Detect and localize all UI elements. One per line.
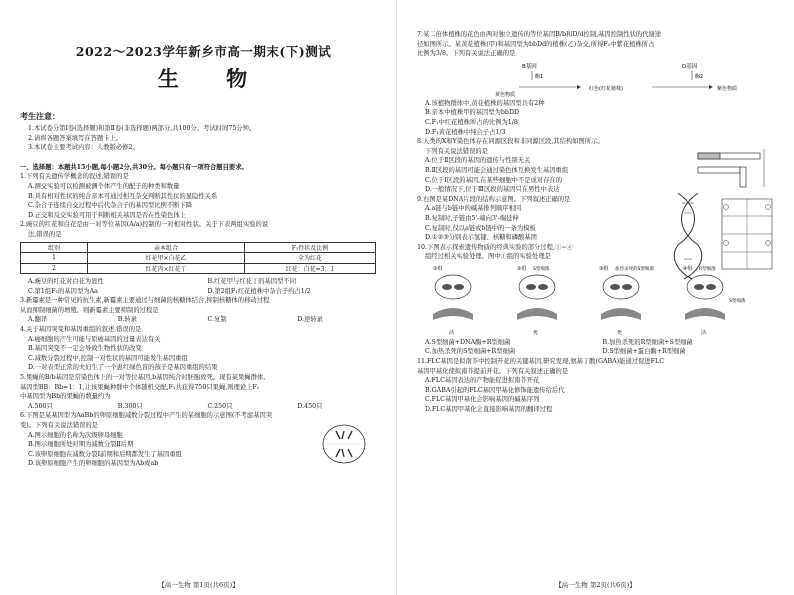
question-stem: 从而抑制细菌的增殖。则新霉素主要抑制的过程是 (20, 306, 159, 314)
options-row (20, 277, 387, 287)
bacteria-label: R型细菌 (699, 266, 716, 272)
option: A.a链与b链中的碱基排列顺序相同 (425, 205, 522, 213)
option: A.该植物群体中,黄花植株的基因型共有2种 (425, 99, 545, 107)
table-header-row (21, 242, 376, 253)
option: C.杂合子连续自交过程中后代杂合子的基因型比例不断下降 (28, 202, 193, 210)
question-7 (417, 30, 780, 137)
option: B.GABA引起的FLC基因甲基化修饰能遗传给后代 (425, 386, 565, 394)
option: C.加热杀死的S型细菌+R型细菌 (425, 348, 516, 356)
option: C.第1组F₁的基因型为Aa (28, 287, 98, 295)
genetics-table (20, 242, 376, 275)
option: C.FLC基因甲基化会影响基因的碱基序列 (425, 396, 540, 404)
option: B.Ⅱ区段的基因可能会通过染色体互换发生基因重组 (425, 166, 569, 174)
option: D.第2组F₁红花植株中杂合子约占1/2 (207, 287, 311, 295)
question-stem: 下列有关说法错误的是 (425, 147, 488, 155)
option: D.该卵原细胞产生的卵细胞的基因型为Ab或ab (28, 460, 159, 468)
option: D.FLC基因甲基化会直接影响基因的翻译过程 (425, 406, 553, 414)
option: C.复制 (207, 316, 227, 324)
option: A.S型细菌+DNA酶+R型细菌 (425, 338, 511, 346)
table-cell: 红花：白花=3：1 (245, 263, 376, 274)
options-row (20, 287, 387, 297)
gene-d-label: D基因 (682, 63, 698, 70)
option: B.具有相对性状的纯合亲本可通过相互杂交判断其性状的显隐性关系 (28, 192, 218, 200)
table-cell: 2 (21, 263, 88, 274)
pathway-yellow: 黄色物质 (495, 91, 516, 98)
option: D.正交和反交实验可用于判断相关基因是否在性染色体上 (28, 211, 186, 219)
table-cell: 全为红花 (245, 253, 376, 264)
outcome-label: 活 (449, 329, 455, 336)
question-stem: 3.新霉素是一种常见的抗生素,新霉素主要通过与细菌的核糖体结合,抑制核糖体的移动过程 (20, 297, 270, 305)
question-3 (20, 296, 387, 325)
options-row (417, 338, 780, 348)
option: C.减数分裂过程中,控制一对性状的基因可能发生基因重组 (28, 354, 188, 362)
table-cell: 红花丙×红花丁 (88, 263, 245, 274)
exam-title: 2022～2023学年新乡市高一期末(下)测试 (75, 44, 332, 59)
option: D.逆转录 (297, 316, 323, 324)
page-footer: 【高一生物 第1页(共6页)】 (158, 581, 239, 589)
option: A.癌细胞的产生可能与原癌基因的过量表达有关 (28, 335, 161, 343)
option: C.F₁中红花植株所占的比例为1/8 (425, 118, 518, 126)
option: A.翻译 (28, 316, 48, 324)
outcome-label: 死 (533, 329, 539, 336)
section-heading: 一、选择题：本题共15小题,每小题2分,共30分。每小题只有一项符合题目要求。 (20, 163, 248, 171)
question-stem: 2.豌豆的红花和白花是由一对等位基因(A/a)控制的一对相对性状。关于下表两组实验的说 (20, 221, 269, 229)
option: C.该卵原细胞在减数分裂Ⅰ前期和后期都发生了基因重组 (28, 450, 182, 458)
option: B.红花甲与红花丁的基因型不同 (207, 278, 296, 286)
option: D.一对表型正常的夫妇生了一个患红绿色盲的孩子是基因重组的结果 (28, 364, 218, 372)
group-label: ②组 (517, 265, 527, 272)
bacteria-label: S型细菌 (729, 298, 746, 304)
option: B.基因突变不一定会导致生物性状的改变 (28, 345, 142, 353)
question-stem: 组经过相关实验处理。图中①组的实验处理是 (425, 253, 551, 261)
outcome-label: 死 (617, 329, 623, 336)
question-4 (20, 325, 387, 373)
option: D.450只 (297, 402, 323, 410)
table-row (21, 263, 376, 274)
notice-title: 考生注意： (20, 111, 60, 121)
option: B.转录 (117, 316, 137, 324)
option: C.位于Ⅰ区段的基因,在某些细胞中不是成对存在的 (425, 176, 563, 184)
table-cell: 1 (21, 253, 88, 264)
experiment-group-2 (517, 265, 557, 336)
option: A.测交实验可以检测被测个体产生的配子的种类和数量 (28, 182, 180, 190)
option: A.图示细胞的名称为次级卵母细胞 (28, 431, 123, 439)
option: B.亲本中植株甲的基因型为bbDD (425, 109, 520, 117)
question-stem: 变)。下列有关说法错误的是 (20, 421, 99, 429)
notice-block (20, 111, 387, 153)
bacteria-label: 加热杀死的S型细菌 (615, 266, 654, 272)
group-label: ③组 (599, 265, 609, 272)
dna-structure-figure (670, 189, 780, 281)
option: D.S型细菌+蛋白酶+R型细菌 (602, 348, 686, 356)
enzyme-1-label: 酶1 (535, 73, 544, 80)
question-stem: 径如图所示。某黄花植株(甲)和基因型为bbDd的植株(乙)杂交,所得F₁中紫花植株所占 (417, 40, 655, 48)
question-stem: 法,错误的是 (28, 230, 62, 238)
question-stem: 8.人类的X和Y染色体存在同源区段和非同源区段,其结构如图所示。 (417, 138, 604, 146)
question-stem: 4.关于基因突变和基因重组的叙述,错误的是 (20, 326, 142, 333)
option: B.300只 (117, 402, 143, 410)
question-stem: 1.下列有关遗传学概念的叙述,错误的是 (20, 173, 129, 181)
question-8 (417, 137, 780, 195)
option: A.FLC基因表达的产物能促进拟南芥开花 (425, 377, 540, 385)
page-footer: 【高一生物 第2页(共6页)】 (555, 581, 636, 589)
notice-line: 2.请将各题答案填写在答题卡上。 (28, 134, 123, 142)
pathway-red: 红色(红花植株) (589, 85, 623, 92)
question-stem: 中基因型为Bb的果蝇的数量约为 (20, 393, 111, 401)
xy-chromosome-figure (688, 141, 778, 191)
table-header: 组别 (21, 242, 88, 253)
question-stem: 比例为3/8。下列有关说法正确的是 (417, 50, 516, 58)
table-row (21, 253, 376, 264)
enzyme-2-label: 酶2 (695, 73, 704, 80)
pathway-purple: 紫色物质 (717, 85, 738, 92)
options-row (20, 402, 387, 412)
options-row (417, 347, 780, 357)
option: A.豌豆的红花对白花为显性 (28, 278, 104, 286)
question-5 (20, 373, 387, 411)
option: D.一般情况下,位于Ⅲ区段的基因只在男性中表达 (425, 186, 560, 194)
cell-division-figure (321, 423, 367, 465)
options-row (20, 315, 387, 325)
question-stem: 10.下图表示探索遗传物质的经典实验的部分过程,①~④ (417, 243, 573, 251)
experiment-group-3 (599, 265, 654, 336)
option: D.①②③分别表示氢键、核糖和磷酸基团 (425, 234, 537, 242)
option: A.位于Ⅱ区段的基因的遗传与性别无关 (425, 157, 531, 165)
question-stem: 基因甲基化使拟南芥提前开花。下列有关叙述正确的是 (417, 367, 569, 375)
notice-line: 3.本试卷主要考试内容：人教版必修2。 (28, 144, 139, 152)
option: D.F₁黄花植株中纯合子占1/3 (425, 128, 506, 136)
option: A.500只 (28, 402, 53, 410)
experiment-group-1 (433, 265, 473, 336)
question-1 (20, 172, 387, 220)
question-2 (20, 220, 387, 296)
table-header: F₁性状及比例 (245, 242, 376, 253)
table-header: 亲本组合 (88, 242, 245, 253)
bacteria-label: S型细菌 (533, 266, 550, 272)
table-cell: 红花甲×白花乙 (88, 253, 245, 264)
subject-title: 生 物 (157, 66, 268, 91)
page-right (397, 0, 794, 595)
option: C.250只 (207, 402, 233, 410)
outcome-label: 活 (701, 329, 707, 336)
question-stem: 基因型BB：Bb=1：1,让该果蝇种群中个体随机交配,F₁共获得750只果蝇,则理论上F₁ (20, 383, 260, 391)
option: B.加热杀死的R型细菌+S型细菌 (602, 338, 693, 346)
question-9 (417, 195, 780, 243)
question-stem: 9.右图是某DNA片段的结构示意图。下列叙述正确的是 (417, 195, 571, 203)
question-stem: 11.FLC基因是拟南芥中控制开花的关键基因,研究发现,氨基丁酸(GABA)能通过促进FLC (417, 358, 665, 366)
question-6 (20, 411, 387, 469)
option: C.复制时,仅以a链或b链中的一条为模板 (425, 224, 536, 232)
group-label: ④组 (683, 265, 693, 272)
option: B.复制时,子链由5'-端向3'-端延伸 (425, 214, 519, 222)
question-stem: 6.下图是某基因型为AaBb的卵原细胞减数分裂过程中产生的某细胞的示意图(不考虑基因突 (20, 412, 273, 420)
option: B.图示细胞所处时期为减数分裂Ⅱ后期 (28, 441, 134, 449)
group-label: ①组 (433, 265, 443, 272)
metabolic-pathway-diagram (477, 59, 777, 99)
question-11 (417, 357, 780, 415)
question-stem: 7.某二倍体植株的花色由两对独立遗传的等位基因B/b和D/d控制,基因控制性状的代谢途 (417, 31, 662, 38)
question-stem: 5.果蝇的B/b基因是常染色体上的一对等位基因,b基因纯合时胚胎致死。现有某果蝇群体, (20, 373, 266, 381)
gene-b-label: B基因 (522, 63, 537, 70)
notice-line: 1.本试卷分第Ⅰ卷(选择题)和第Ⅱ卷(非选择题)两部分,共100分。考试时间75分钟。 (28, 125, 256, 132)
